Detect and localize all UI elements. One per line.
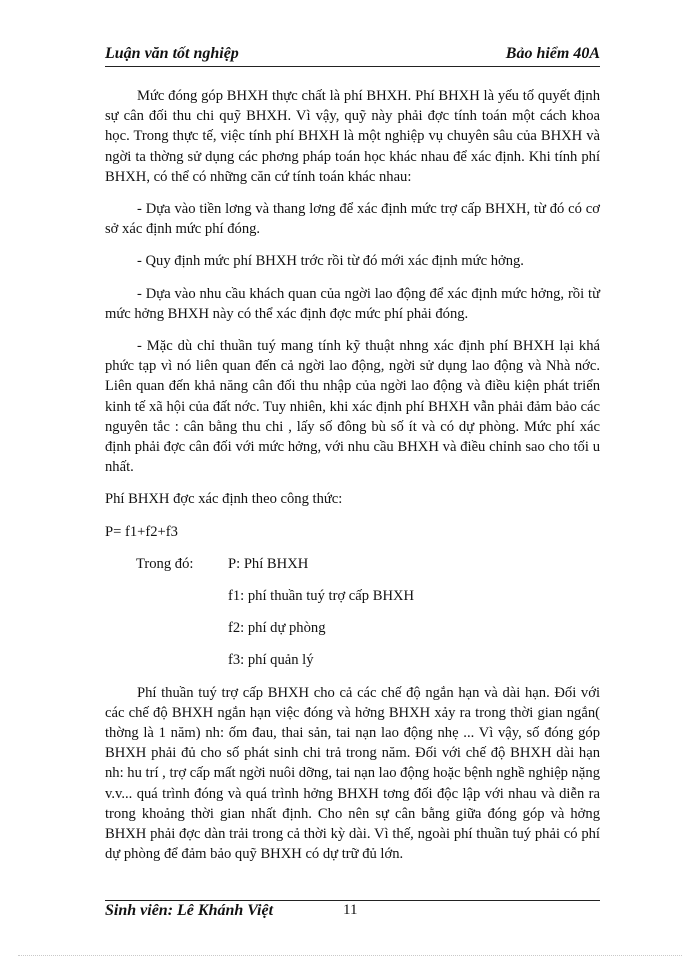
formula-where-row	[105, 554, 600, 574]
page-number: 11	[343, 902, 358, 918]
basis-item-3: - Dựa vào nhu cầu khách quan của ngời lao động để xác định mức hởng, rồi từ mức hởng BHXH này có thể xác định đợc mức phí phải đóng.	[105, 285, 600, 322]
closing-paragraph: Phí thuần tuý trợ cấp BHXH cho cả các chế độ ngắn hạn và dài hạn. Đối với các chế độ BHXH ngắn hạn việc đóng và hởng BHXH xảy ra trong thời gian ngắn( thờng là 1 năm) nh: ốm đau, thai sản, tai nạn lao động nhẹ ... Vì vậy, số đóng góp BHXH phải đủ cho số phát sinh chi trả trong năm. Đối với chế độ BHXH dài hạn nh: hu trí , trợ cấp mất ngời nuôi dỡng, tai nạn lao động hoặc bệnh nghề nghiệp nặng v.v... quá trình đóng và quá trình hởng BHXH tơng đối độc lập với nhau và diễn ra trong khoảng thời gian nhất định. Cho nên sự cân bằng giữa đóng góp và hởng BHXH phải đợc dàn trải trong cả thời kỳ dài. Vì thế, ngoài phí thuần tuý phải có phí dự phòng để đảm bảo quỹ BHXH có dự trữ đủ lớn.	[105, 684, 600, 863]
body-text	[105, 86, 600, 876]
header-rule	[105, 66, 600, 67]
footer-rule	[105, 900, 600, 901]
page-footer	[105, 902, 600, 924]
footer-student-name: Sinh viên: Lê Khánh Việt	[105, 902, 274, 919]
basis-item-4: - Mặc dù chỉ thuần tuý mang tính kỹ thuật nhng xác định phí BHXH lại khá phức tạp vì nó liên quan đến cả ngời lao động, ngời sử dụng lao động và Nhà nớc. Liên quan đến khả năng cân đối thu nhập của ngời lao động và điều kiện phát triển kinh tế xã hội của đất nớc. Tuy nhiên, khi xác định phí BHXH vẫn phải đảm bảo các nguyên tắc : cân bằng thu chi , lấy số đông bù số ít và có dự phòng. Mức phí xác định phải đợc cân đối với mức hởng, với nhu cầu BHXH và điều chỉnh sao cho tối u nhất.	[105, 338, 600, 476]
intro-paragraph: Mức đóng góp BHXH thực chất là phí BHXH. Phí BHXH là yếu tố quyết định sự cân đối thu chi quỹ BHXH. Vì vậy, quỹ này phải đợc tính toán một cách khoa học. Trong thực tế, việc tính phí BHXH là một nghiệp vụ chuyên sâu của BHXH và ngời ta thờng sử dụng các phơng pháp toán học khác nhau để xác định. Khi tính phí BHXH, có thể có những căn cứ tính toán khác nhau:	[105, 88, 600, 185]
page-header	[105, 45, 600, 65]
page-edge-divider	[18, 955, 682, 956]
where-item-f3: f3: phí quản lý	[228, 652, 314, 669]
basis-item-1: - Dựa vào tiền lơng và thang lơng để xác định mức trợ cấp BHXH, từ đó có cơ sở xác định mức phí đóng.	[105, 201, 600, 238]
formula-intro: Phí BHXH đợc xác định theo công thức:	[105, 491, 343, 508]
where-item-f2: f2: phí dự phòng	[228, 620, 326, 637]
where-item-f1: f1: phí thuần tuý trợ cấp BHXH	[228, 588, 415, 605]
where-label: Trong đó:	[136, 555, 194, 572]
header-class-label: Bảo hiểm 40A	[505, 45, 600, 62]
header-thesis-title: Luận văn tốt nghiệp	[105, 45, 239, 62]
formula: P= f1+f2+f3	[105, 523, 178, 540]
basis-item-2: - Quy định mức phí BHXH trớc rồi từ đó mới xác định mức hởng.	[137, 253, 524, 270]
where-item-p: P: Phí BHXH	[228, 555, 309, 572]
